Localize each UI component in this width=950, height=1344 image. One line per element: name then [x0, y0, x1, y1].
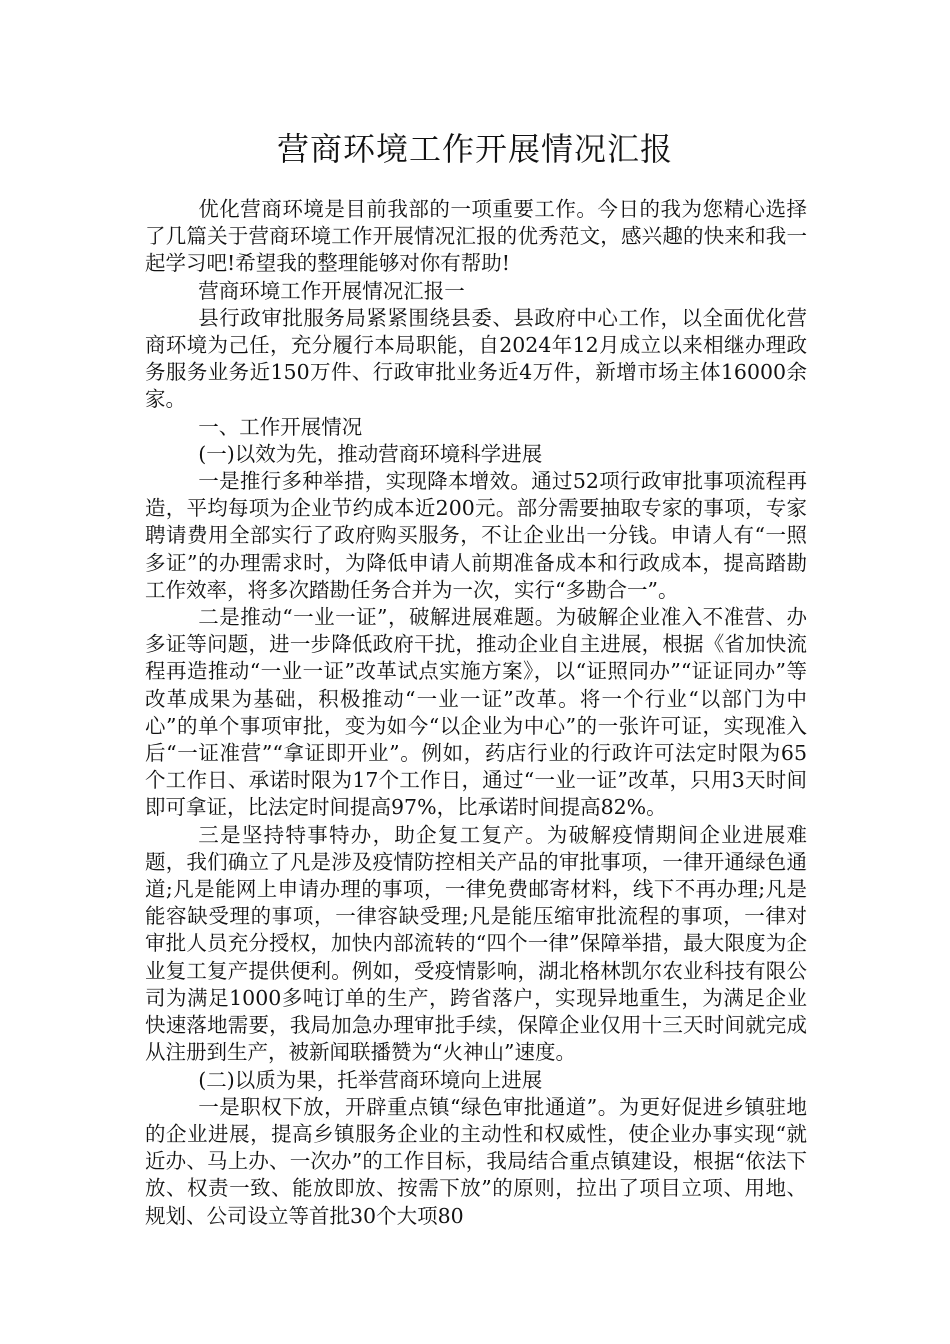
- paragraph: 三是坚持特事特办，助企复工复产。为破解疫情期间企业进展难题，我们确立了凡是涉及疫情防控相关产品的审批事项，一律开通绿色通道;凡是能网上申请办理的事项，一律免费邮寄材料，线下不再办理;凡是能容缺受理的事项，一律容缺受理;凡是能压缩审批流程的事项，一律对审批人员充分授权，加快内部流转的“四个一律”保障举措，最大限度为企业复工复产提供便利。例如，受疫情影响，湖北格林凯尔农业科技有限公司为满足1000多吨订单的生产，跨省落户，实现异地重生，为满足企业快速落地需要，我局加急办理审批手续，保障企业仅用十三天时间就完成从注册到生产，被新闻联播赞为“火神山”速度。: [145, 822, 807, 1065]
- paragraph-subheading-2: (二)以质为果，托举营商环境向上进展: [198, 1067, 543, 1092]
- paragraph: 二是推动“一业一证”，破解进展难题。为破解企业准入不准营、办多证等问题，进一步降低政府干扰，推动企业自主进展，根据《省加快流程再造推动“一业一证”改革试点实施方案》，以“证照同办”“证证同办”等改革成果为基础，积极推动“一业一证”改革。将一个行业“以部门为中心”的单个事项审批，变为如今“以企业为中心”的一张许可证，实现准入后“一证准营”“拿证即开业”。例如，药店行业的行政许可法定时限为65个工作日、承诺时限为17个工作日，通过“一业一证”改革，只用3天时间即可拿证，比法定时间提高97%，比承诺时间提高82%。: [145, 605, 807, 820]
- paragraph-section-heading: 营商环境工作开展情况汇报一: [198, 278, 465, 303]
- paragraph: 一是职权下放，开辟重点镇“绿色审批通道”。为更好促进乡镇驻地的企业进展，提高乡镇服务企业的主动性和权威性，使企业办事实现“就近办、马上办、一次办”的工作目标，我局结合重点镇建设，根据“依法下放、权责一致、能放即放、按需下放”的原则，拉出了项目立项、用地、规划、公司设立等首批30个大项80: [145, 1094, 807, 1228]
- paragraph-subheading-1: (一)以效为先，推动营商环境科学进展: [198, 441, 543, 466]
- document-body: [145, 196, 807, 1230]
- paragraph-intro: 优化营商环境是目前我部的一项重要工作。今日的我为您精心选择了几篇关于营商环境工作开展情况汇报的优秀范文，感兴趣的快来和我一起学习吧!希望我的整理能够对你有帮助!: [145, 197, 807, 276]
- paragraph: 一是推行多种举措，实现降本增效。通过52项行政审批事项流程再造，平均每项为企业节约成本近200元。部分需要抽取专家的事项，专家聘请费用全部实行了政府购买服务，不让企业出一分钱。申请人有“一照多证”的办理需求时，为降低申请人前期准备成本和行政成本，提高踏勘工作效率，将多次踏勘任务合并为一次，实行“多勘合一”。: [145, 469, 807, 602]
- paragraph-heading-1: 一、工作开展情况: [198, 414, 363, 439]
- document-title: 营商环境工作开展情况汇报: [276, 130, 673, 168]
- paragraph: 县行政审批服务局紧紧围绕县委、县政府中心工作，以全面优化营商环境为己任，充分履行本局职能，自2024年12月成立以来相继办理政务服务业务近150万件、行政审批业务近4万件，新增市场主体16000余家。: [145, 305, 807, 412]
